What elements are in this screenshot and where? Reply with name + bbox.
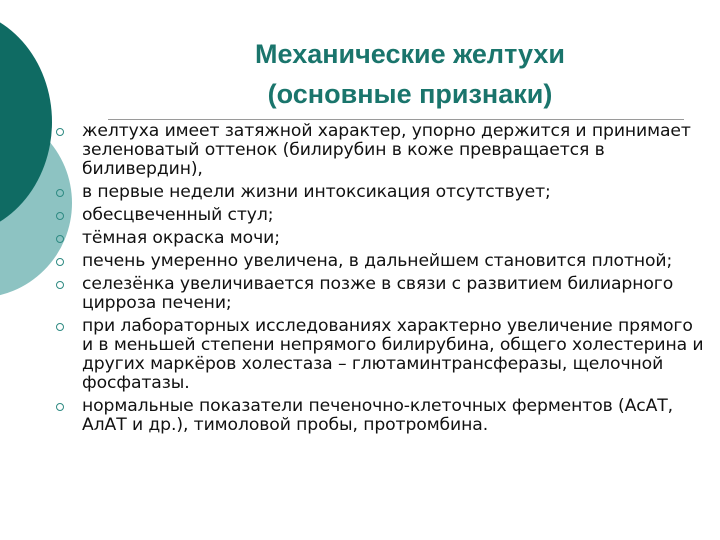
circle-bullet-icon [56,281,64,289]
bullet-item [52,229,704,248]
bullet-item [52,183,704,202]
bullet-item [52,397,704,435]
bullet-text: желтуха имеет затяжной характер, упорно держится и принимает зеленоватый оттенок (билирубин в коже превращается в биливердин), [82,121,691,179]
bullet-text: тёмная окраска мочи; [82,228,280,248]
bullet-text: нормальные показатели печеночно-клеточных ферментов (АсАТ, АлАТ и др.), тимоловой пробы, протромбина. [82,396,674,435]
circle-bullet-icon [56,189,64,197]
slide-title-line-2: (основные признаки) [267,79,553,109]
bullet-item [52,122,704,179]
title-divider [108,119,684,120]
bullet-text: в первые недели жизни интоксикация отсутствует; [82,182,551,202]
circle-bullet-icon [56,323,64,331]
circle-bullet-icon [56,235,64,243]
bullet-text: обесцвеченный стул; [82,205,274,225]
circle-bullet-icon [56,212,64,220]
circle-bullet-icon [56,128,64,136]
bullet-text: печень умеренно увеличена, в дальнейшем становится плотной; [82,251,673,271]
slide-title-line-1: Механические желтухи [255,39,565,69]
bullet-text: при лабораторных исследованиях характерно увеличение прямого и в меньшей степени непрямого билирубина, общего холестерина и других маркёров холестаза – глютаминтрансферазы, щелочной фосфатазы. [82,316,704,393]
bullet-item [52,206,704,225]
bullet-item [52,252,704,271]
slide-title [110,34,710,114]
bullet-list [52,122,704,439]
bullet-item [52,275,704,313]
bullet-item [52,317,704,393]
bullet-text: селезёнка увеличивается позже в связи с развитием билиарного цирроза печени; [82,274,674,313]
circle-bullet-icon [56,403,64,411]
circle-bullet-icon [56,258,64,266]
